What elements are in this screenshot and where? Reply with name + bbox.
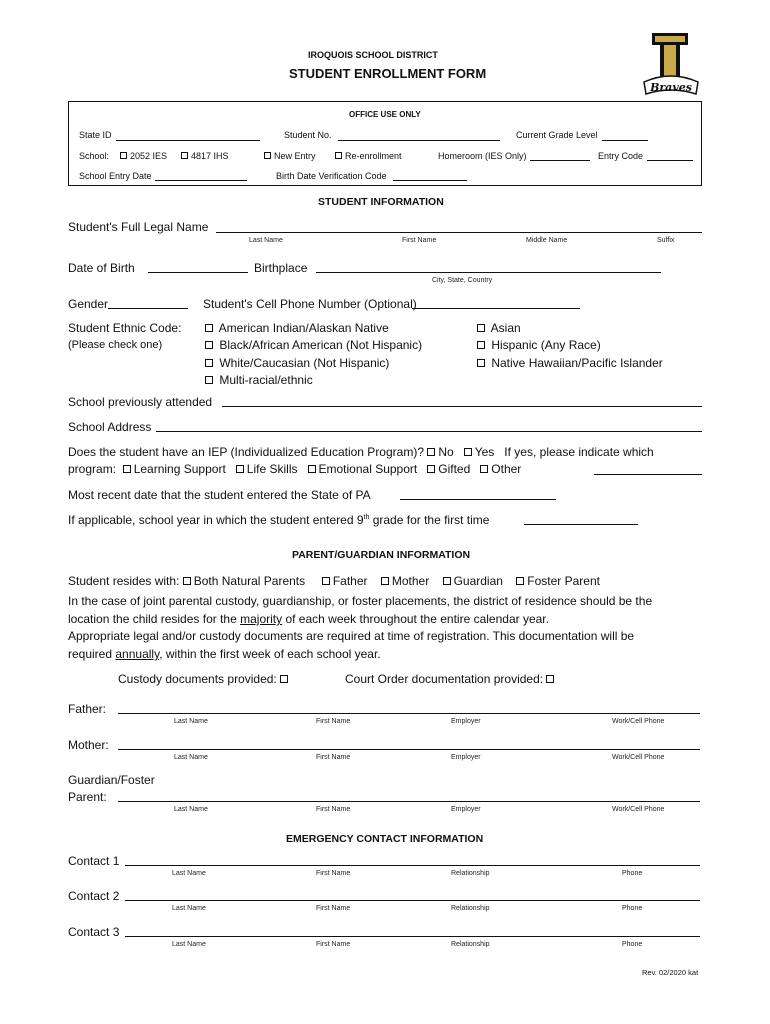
last-name-sub: Last Name — [249, 237, 283, 244]
birth-date-code-label: Birth Date Verification Code — [276, 171, 387, 181]
guardian-first-name-sub: First Name — [316, 806, 351, 813]
district-name: IROQUOIS SCHOOL DISTRICT — [308, 50, 438, 60]
dob-field[interactable] — [148, 272, 248, 273]
resides-both-parents[interactable]: Both Natural Parents — [183, 574, 305, 588]
ethnic-multiracial[interactable]: Multi-racial/ethnic — [205, 373, 313, 387]
mother-label: Mother: — [68, 738, 109, 752]
state-id-field[interactable] — [116, 140, 260, 141]
father-employer-sub: Employer — [451, 718, 481, 725]
iep-yes-option[interactable]: Yes — [464, 445, 495, 459]
re-enrollment-option[interactable]: Re-enrollment — [335, 151, 402, 161]
iep-question: Does the student have an IEP (Individualized Education Program)? No Yes If yes, please indicate which — [68, 445, 654, 459]
checkbox-icon[interactable] — [264, 152, 271, 159]
school-entry-date-label: School Entry Date — [79, 171, 152, 181]
resides-guardian[interactable]: Guardian — [443, 574, 503, 588]
student-no-field[interactable] — [338, 140, 500, 141]
school-label: School: — [79, 151, 110, 161]
program-other[interactable]: Other — [480, 462, 521, 476]
father-last-name-sub: Last Name — [174, 718, 208, 725]
cell-phone-field[interactable] — [412, 308, 580, 309]
cell-phone-label: Student's Cell Phone Number (Optional) — [203, 297, 417, 311]
braves-logo — [640, 32, 702, 100]
contact-3-last-name-sub: Last Name — [172, 941, 206, 948]
checkbox-icon[interactable] — [123, 465, 131, 473]
checkbox-icon[interactable] — [516, 577, 524, 585]
father-first-name-sub: First Name — [316, 718, 351, 725]
program-other-field[interactable] — [594, 474, 702, 475]
guardian-employer-sub: Employer — [451, 806, 481, 813]
guardian-label-1: Guardian/Foster — [68, 773, 155, 787]
contact-1-relationship-sub: Relationship — [451, 870, 490, 877]
gender-field[interactable] — [108, 308, 188, 309]
resides-with-row: Student resides with: Both Natural Parents Father Mother Guardian Foster Parent — [68, 574, 600, 588]
school-address-field[interactable] — [156, 431, 702, 432]
checkbox-icon[interactable] — [477, 324, 485, 332]
mother-phone-sub: Work/Cell Phone — [612, 754, 665, 761]
gender-label: Gender — [68, 297, 109, 311]
program-learning-support[interactable]: Learning Support — [123, 462, 226, 476]
form-title: STUDENT ENROLLMENT FORM — [289, 66, 487, 81]
emergency-section-title: EMERGENCY CONTACT INFORMATION — [286, 833, 484, 845]
school-address-label: School Address — [68, 420, 152, 434]
ethnic-code-label: Student Ethnic Code: — [68, 321, 182, 335]
school-entry-date-field[interactable] — [155, 180, 247, 181]
pa-date-field[interactable] — [400, 499, 556, 500]
checkbox-icon[interactable] — [205, 341, 213, 349]
contact-1-field[interactable] — [125, 865, 700, 866]
contact-3-phone-sub: Phone — [622, 941, 643, 948]
please-check-label: (Please check one) — [68, 339, 163, 351]
checkbox-icon[interactable] — [181, 152, 188, 159]
contact-2-first-name-sub: First Name — [316, 905, 351, 912]
program-row: program: Learning Support Life Skills Emotional Support Gifted Other — [68, 462, 522, 476]
checkbox-icon[interactable] — [464, 448, 472, 456]
school-2052-option[interactable]: 2052 IES — [120, 151, 167, 161]
ethnic-american-indian[interactable]: American Indian/Alaskan Native — [205, 321, 389, 335]
court-order-option[interactable]: Court Order documentation provided: — [345, 672, 557, 686]
ethnic-native-hawaiian[interactable]: Native Hawaiian/Pacific Islander — [477, 356, 663, 370]
state-id-label: State ID — [79, 130, 112, 140]
resides-father[interactable]: Father — [322, 574, 368, 588]
prev-school-label: School previously attended — [68, 395, 213, 409]
custody-docs-option[interactable]: Custody documents provided: — [118, 672, 291, 686]
checkbox-icon[interactable] — [205, 324, 213, 332]
checkbox-icon[interactable] — [308, 465, 316, 473]
grade-level-label: Current Grade Level — [516, 130, 598, 140]
suffix-sub: Suffix — [657, 237, 675, 244]
first-name-sub: First Name — [402, 237, 437, 244]
contact-1-label: Contact 1 — [68, 854, 120, 868]
parent-section-title: PARENT/GUARDIAN INFORMATION — [292, 549, 471, 561]
contact-3-field[interactable] — [125, 936, 700, 937]
custody-para-line1: In the case of joint parental custody, guardianship, or foster placements, the district of residence should be the — [68, 594, 653, 608]
ethnic-black[interactable]: Black/African American (Not Hispanic) — [205, 338, 422, 352]
contact-2-relationship-sub: Relationship — [451, 905, 490, 912]
school-4817-option[interactable]: 4817 IHS — [181, 151, 229, 161]
entry-code-field[interactable] — [647, 160, 693, 161]
birthplace-label: Birthplace — [254, 261, 308, 275]
checkbox-icon[interactable] — [546, 675, 554, 683]
guardian-field[interactable] — [118, 801, 700, 802]
iep-no-option[interactable]: No — [427, 445, 453, 459]
contact-3-first-name-sub: First Name — [316, 941, 351, 948]
checkbox-icon[interactable] — [205, 359, 213, 367]
student-no-label: Student No. — [284, 130, 332, 140]
father-phone-sub: Work/Cell Phone — [612, 718, 665, 725]
checkbox-icon[interactable] — [280, 675, 288, 683]
program-gifted[interactable]: Gifted — [427, 462, 470, 476]
checkbox-icon[interactable] — [477, 359, 485, 367]
custody-para-line2: location the child resides for the majority of each week throughout the entire calendar year. — [68, 612, 549, 626]
guardian-last-name-sub: Last Name — [174, 806, 208, 813]
ethnic-asian[interactable]: Asian — [477, 321, 521, 335]
checkbox-icon[interactable] — [381, 577, 389, 585]
checkbox-icon[interactable] — [183, 577, 191, 585]
checkbox-icon[interactable] — [236, 465, 244, 473]
ninth-grade-label: If applicable, school year in which the student entered 9th grade for the first time — [68, 513, 490, 527]
grade-level-field[interactable] — [602, 140, 648, 141]
contact-3-label: Contact 3 — [68, 925, 120, 939]
program-life-skills[interactable]: Life Skills — [236, 462, 298, 476]
father-label: Father: — [68, 702, 107, 716]
revision-note: Rev. 02/2020 kat — [642, 968, 699, 977]
contact-3-relationship-sub: Relationship — [451, 941, 490, 948]
checkbox-icon[interactable] — [322, 577, 330, 585]
contact-1-phone-sub: Phone — [622, 870, 643, 877]
full-name-field[interactable] — [216, 232, 702, 233]
middle-name-sub: Middle Name — [526, 237, 568, 244]
prev-school-field[interactable] — [222, 406, 702, 407]
resides-mother[interactable]: Mother — [381, 574, 429, 588]
checkbox-icon[interactable] — [427, 465, 435, 473]
contact-2-field[interactable] — [125, 900, 700, 901]
entry-code-label: Entry Code — [598, 151, 644, 161]
guardian-phone-sub: Work/Cell Phone — [612, 806, 665, 813]
homeroom-label: Homeroom (IES Only) — [438, 151, 527, 161]
contact-1-first-name-sub: First Name — [316, 870, 351, 877]
new-entry-option[interactable]: New Entry — [264, 151, 316, 161]
checkbox-icon[interactable] — [335, 152, 342, 159]
mother-field[interactable] — [118, 749, 700, 750]
mother-first-name-sub: First Name — [316, 754, 351, 761]
birth-date-code-field[interactable] — [393, 180, 467, 181]
checkbox-icon[interactable] — [477, 341, 485, 349]
ethnic-white[interactable]: White/Caucasian (Not Hispanic) — [205, 356, 389, 370]
logo-text: Braves — [650, 81, 692, 94]
checkbox-icon[interactable] — [480, 465, 488, 473]
contact-1-last-name-sub: Last Name — [172, 870, 206, 877]
checkbox-icon[interactable] — [427, 448, 435, 456]
father-field[interactable] — [118, 713, 700, 714]
pa-date-label: Most recent date that the student entered the State of PA — [68, 488, 371, 502]
documents-para-line1: Appropriate legal and/or custody documents are required at time of registration. This documentation will be — [68, 629, 635, 643]
checkbox-icon[interactable] — [205, 376, 213, 384]
homeroom-field[interactable] — [530, 160, 590, 161]
program-emotional-support[interactable]: Emotional Support — [308, 462, 418, 476]
birthplace-sub: City, State, Country — [432, 277, 493, 284]
mother-last-name-sub: Last Name — [174, 754, 208, 761]
office-title: OFFICE USE ONLY — [349, 110, 421, 119]
mother-employer-sub: Employer — [451, 754, 481, 761]
documents-para-line2: required annually, within the first week of each school year. — [68, 647, 381, 661]
guardian-label-2: Parent: — [68, 790, 107, 804]
ninth-grade-field[interactable] — [524, 524, 638, 525]
dob-label: Date of Birth — [68, 261, 135, 275]
contact-2-last-name-sub: Last Name — [172, 905, 206, 912]
full-name-label: Student's Full Legal Name — [68, 220, 209, 234]
resides-foster-parent[interactable]: Foster Parent — [516, 574, 600, 588]
ethnic-hispanic[interactable]: Hispanic (Any Race) — [477, 338, 601, 352]
checkbox-icon[interactable] — [443, 577, 451, 585]
contact-2-phone-sub: Phone — [622, 905, 643, 912]
checkbox-icon[interactable] — [120, 152, 127, 159]
birthplace-field[interactable] — [316, 272, 661, 273]
student-section-title: STUDENT INFORMATION — [318, 196, 444, 208]
contact-2-label: Contact 2 — [68, 889, 120, 903]
